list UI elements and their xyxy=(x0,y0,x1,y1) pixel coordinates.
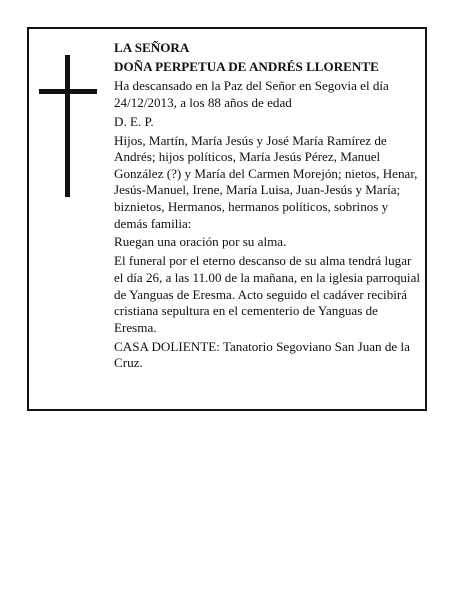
title-line: LA SEÑORA xyxy=(114,40,190,55)
cross-vertical-bar xyxy=(65,55,70,197)
rip-line: D. E. P. xyxy=(114,113,154,129)
cross-icon xyxy=(39,55,97,197)
family-list: Hijos, Martín, María Jesús y José María Ramírez de Andrés; hijos políticos, María Jesús Pérez, Manuel González (?) y María del Carmen Morejón; nietos, Henar, Jesús-Manuel, Irene, María Luisa, Juan-Jesús y María; biznietos, Hermanos, hermanos políticos, sobrinos y demás familia: xyxy=(114,132,418,231)
mourning-house: CASA DOLIENTE: Tanatorio Segoviano San Juan de la Cruz. xyxy=(114,338,410,371)
death-statement: Ha descansado en la Paz del Señor en Segovia el día 24/12/2013, a los 88 años de edad xyxy=(114,77,389,110)
prayer-request: Ruegan una oración por su alma. xyxy=(114,234,287,250)
funeral-details: El funeral por el eterno descanso de su alma tendrá lugar el día 26, a las 11.00 de la mañana, en la iglesia parroquial de Yanguas de Eresma. Acto seguido el cadáver recibirá cristiana sepultura en el cementerio de Yanguas de Eresma. xyxy=(114,253,421,335)
obituary-text xyxy=(114,40,420,374)
cross-horizontal-bar xyxy=(39,89,97,94)
deceased-name: DOÑA PERPETUA DE ANDRÉS LLORENTE xyxy=(114,58,379,74)
obituary-notice xyxy=(27,27,427,411)
